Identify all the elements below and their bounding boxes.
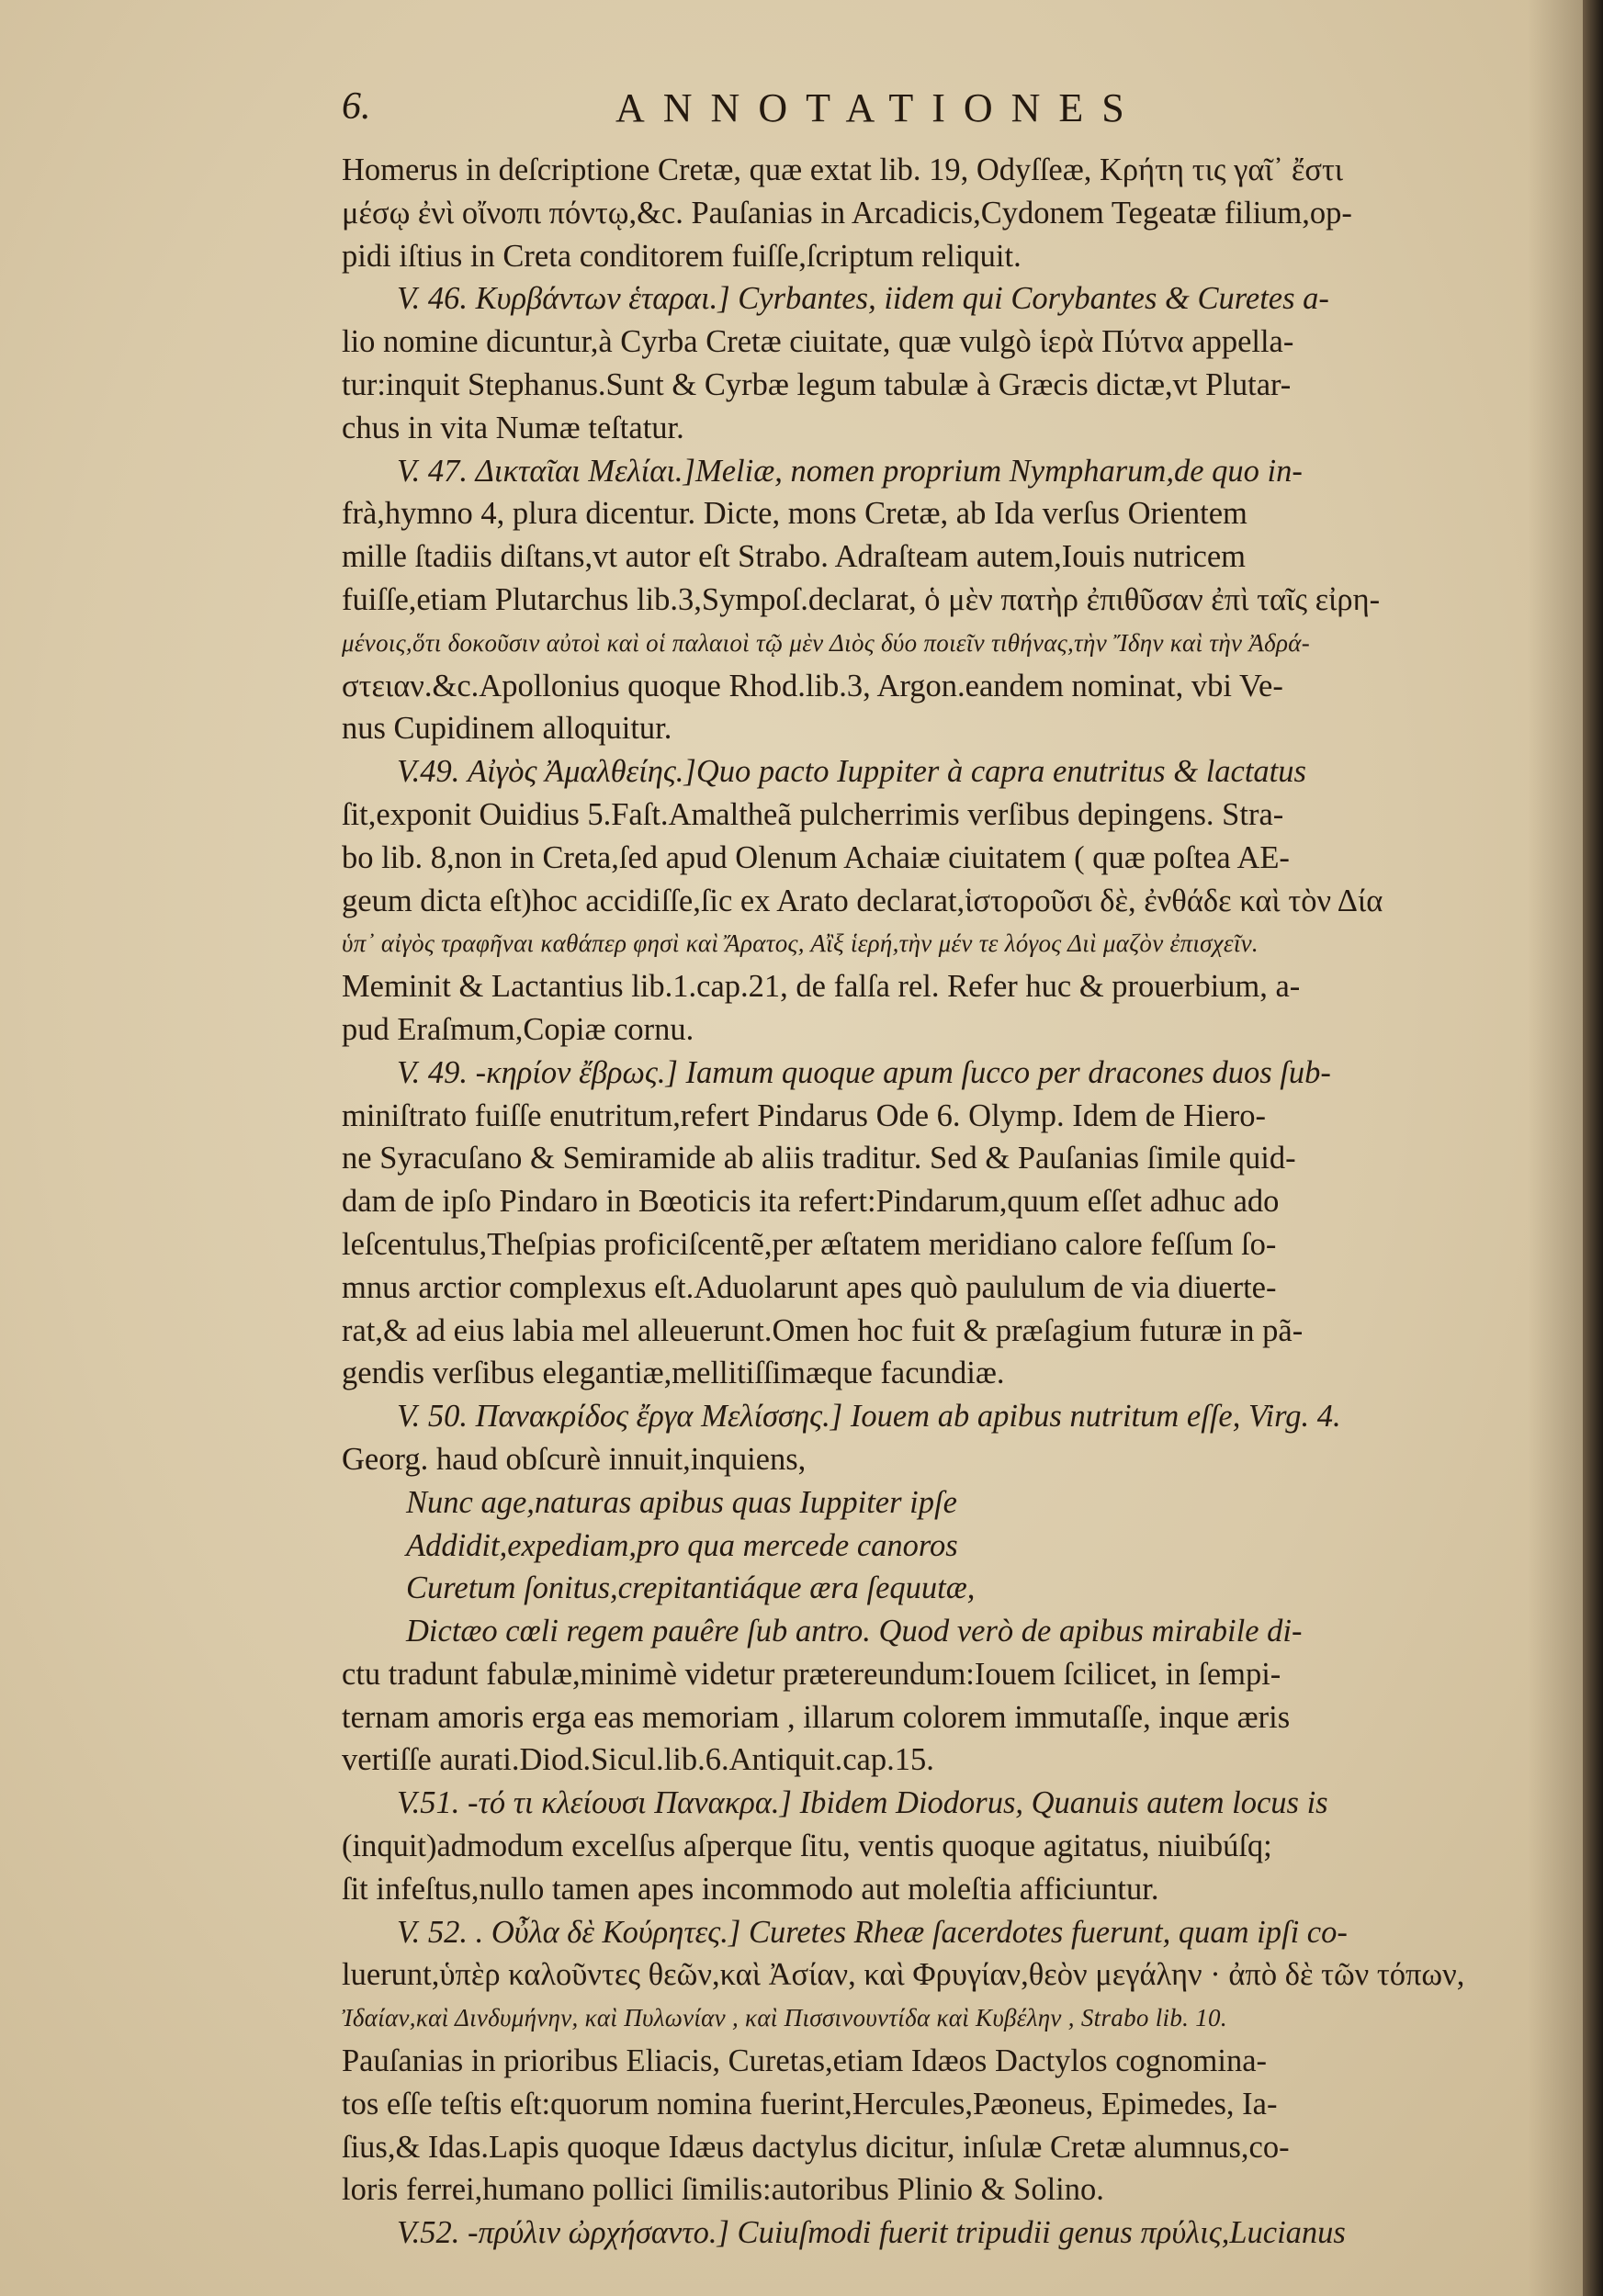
text-line: ſius,& Idas.Lapis quoque Idæus dactylus dicitur, inſulæ Cretæ alumnus,co-: [342, 2129, 1290, 2165]
text-line: pud Eraſmum,Copiæ cornu.: [342, 1011, 694, 1047]
text-line: miniſtrato fuiſſe enutritum,refert Pindarus Ode 6. Olymp. Idem de Hiero-: [342, 1097, 1266, 1133]
verse-note-line: V. 46. Κυρβάντων ἑταραι.] Cyrbantes, iidem qui Corybantes & Curetes a-: [397, 281, 1329, 317]
poem-line: Curetum ſonitus,crepitantiáque æra ſequutæ,: [406, 1570, 976, 1606]
text-line: ſit infeſtus,nullo tamen apes incommodo aut moleſtia afficiuntur.: [342, 1871, 1159, 1907]
text-line: nus Cupidinem alloquitur.: [342, 711, 672, 747]
text-line: tos eſſe teſtis eſt:quorum nomina fuerint,Hercules,Pæoneus, Epimedes, Ia-: [342, 2086, 1278, 2122]
text-line: frà,hymno 4, plura dicentur. Dicte, mons Cretæ, ab Ida verſus Orientem: [342, 496, 1247, 532]
verse-note-line: V. 47. Δικταῖαι Μελίαι.]Meliæ, nomen proprium Nympharum,de quo in-: [397, 453, 1303, 489]
greek-line: Ἰδαίαν,καὶ Δινδυμήνην, καὶ Πυλωνίαν , καὶ Πισσινουντίδα καὶ Κυβέλην , Strabo lib. 10.: [342, 2004, 1227, 2032]
text-line: vertiſſe aurati.Diod.Sicul.lib.6.Antiquit.cap.15.: [342, 1742, 934, 1778]
book-gutter: [1583, 0, 1603, 2296]
text-line: bo lib. 8,non in Creta,ſed apud Olenum Achaiæ ciuitatem ( quæ poſtea AE-: [342, 839, 1290, 875]
verse-note-line: V. 49. -κηρίον ἔβρως.] Iamum quoque apum ſucco per dracones duos ſub-: [397, 1054, 1331, 1090]
verse-note-line: V.52. -πρύλιν ὠρχήσαντο.] Cuiuſmodi fuerit tripudii genus πρύλις,Lucianus: [397, 2215, 1346, 2251]
annotation-text: [342, 149, 1527, 2255]
text-line: mnus arctior complexus eſt.Aduolarunt apes quò paululum de via diuerte-: [342, 1269, 1277, 1305]
text-line: ternam amoris erga eas memoriam , illarum colorem immutaſſe, inque æris: [342, 1699, 1291, 1735]
verse-note-line: V.49. Αἰγὸς Ἀμαλθείης.]Quo pacto Iuppiter à capra enutritus & lactatus: [397, 754, 1306, 790]
text-line: luerunt,ὑπὲρ καλοῦντες θεῶν,καὶ Ἀσίαν, καὶ Φρυγίαν,θεὸν μεγάλην · ἀπὸ δὲ τῶν τόπων,: [342, 1957, 1465, 1993]
text-line: leſcentulus,Theſpias proficiſcentẽ,per æſtatem meridiano calore feſſum ſo-: [342, 1226, 1277, 1262]
page-number: 6.: [342, 85, 371, 128]
text-line: ne Syracuſano & Semiramide ab aliis traditur. Sed & Pauſanias ſimile quid-: [342, 1141, 1296, 1176]
text-line: gendis verſibus elegantiæ,mellitiſſimæque facundiæ.: [342, 1356, 1005, 1391]
text-line: rat,& ad eius labia mel alleuerunt.Omen hoc fuit & præſagium futuræ in pã-: [342, 1312, 1304, 1348]
poem-line: Dictæo cœli regem pauêre ſub antro. Quod verò de apibus mirabile di-: [406, 1614, 1303, 1649]
verse-note-line: V.51. -τό τι κλείουσι Πανακρα.] Ibidem Diodorus, Quanuis autem locus is: [397, 1785, 1328, 1821]
poem-line: Nunc age,naturas apibus quas Iuppiter ipſe: [406, 1484, 957, 1520]
text-line: στειαν.&c.Apollonius quoque Rhod.lib.3, Argon.eandem nominat, vbi Ve-: [342, 668, 1283, 703]
text-line: lio nomine dicuntur,à Cyrba Cretæ ciuitate, quæ vulgò ἱερὰ Πύτνα appella-: [342, 324, 1294, 360]
text-line: (inquit)admodum excelſus aſperque ſitu, ventis quoque agitatus, niuibúſq;: [342, 1829, 1272, 1864]
poem-line: Addidit,expediam,pro qua mercede canoros: [406, 1527, 958, 1563]
text-line: geum dicta eſt)hoc accidiſſe,ſic ex Arato declarat,ἱστοροῦσι δὲ, ἐνθάδε καὶ τὸν Δία: [342, 883, 1383, 918]
text-line: Meminit & Lactantius lib.1.cap.21, de falſa rel. Refer huc & prouerbium, a-: [342, 969, 1301, 1005]
running-head: ANNOTATIONES: [615, 85, 1143, 130]
gutter-shadow: [1528, 0, 1583, 2296]
page-header: [342, 84, 1518, 140]
text-line: dam de ipſo Pindaro in Bœoticis ita refert:Pindarum,quum eſſet adhuc ado: [342, 1184, 1280, 1220]
text-line: Pauſanias in prioribus Eliacis, Curetas,etiam Idæos Dactylos cognomina-: [342, 2043, 1268, 2079]
text-line: loris ferrei,humano pollici ſimilis:autoribus Plinio & Solino.: [342, 2172, 1104, 2208]
text-line: ſit,exponit Ouidius 5.Faſt.Amaltheã pulcherrimis verſibus depingens. Stra-: [342, 796, 1284, 832]
text-line: chus in vita Numæ teſtatur.: [342, 410, 684, 445]
text-line: μέσῳ ἐνὶ οἴνοπι πόντῳ,&c. Pauſanias in Arcadicis,Cydonem Tegeatæ filium,op-: [342, 195, 1352, 231]
text-line: ctu tradunt fabulæ,minimè videtur prætereundum:Iouem ſcilicet, in ſempi-: [342, 1656, 1281, 1692]
verse-note-line: V. 50. Πανακρίδος ἔργα Μελίσσης.] Iouem ab apibus nutritum eſſe, Virg. 4.: [397, 1399, 1341, 1435]
greek-line: μένοις,ὅτι δοκοῦσιν αὐτοὶ καὶ οἱ παλαιοὶ τῷ μὲν Διὸς δύο ποιεῖν τιθήνας,τὴν Ἴδην καὶ τὴν Ἀδρά-: [342, 628, 1311, 657]
text-line: Homerus in deſcriptione Cretæ, quæ extat lib. 19, Odyſſeæ, Κρήτη τις γαῖ᾽ ἔστι: [342, 152, 1344, 187]
text-line: tur:inquit Stephanus.Sunt & Cyrbæ legum tabulæ à Græcis dictæ,vt Plutar-: [342, 366, 1292, 402]
text-line: pidi iſtius in Creta conditorem fuiſſe,ſcriptum reliquit.: [342, 238, 1022, 274]
greek-line: ὑπ᾽ αἰγὸς τραφῆναι καθάπερ φησὶ καὶ Ἄρατος, Αἲξ ἱερή,τὴν μέν τε λόγος Διὶ μαζὸν ἐπισχεῖν.: [342, 929, 1259, 958]
text-line: Georg. haud obſcurè innuit,inquiens,: [342, 1441, 807, 1477]
text-line: mille ſtadiis diſtans,vt autor eſt Strabo. Adraſteam autem,Iouis nutricem: [342, 539, 1246, 575]
verse-note-line: V. 52. . Οὖλα δὲ Κούρητες.] Curetes Rheæ ſacerdotes fuerunt, quam ipſi co-: [397, 1914, 1348, 1950]
text-line: fuiſſe,etiam Plutarchus lib.3,Sympoſ.declarat, ὁ μὲν πατὴρ ἐπιθῦσαν ἐπὶ ταῖς εἰρη-: [342, 581, 1381, 617]
